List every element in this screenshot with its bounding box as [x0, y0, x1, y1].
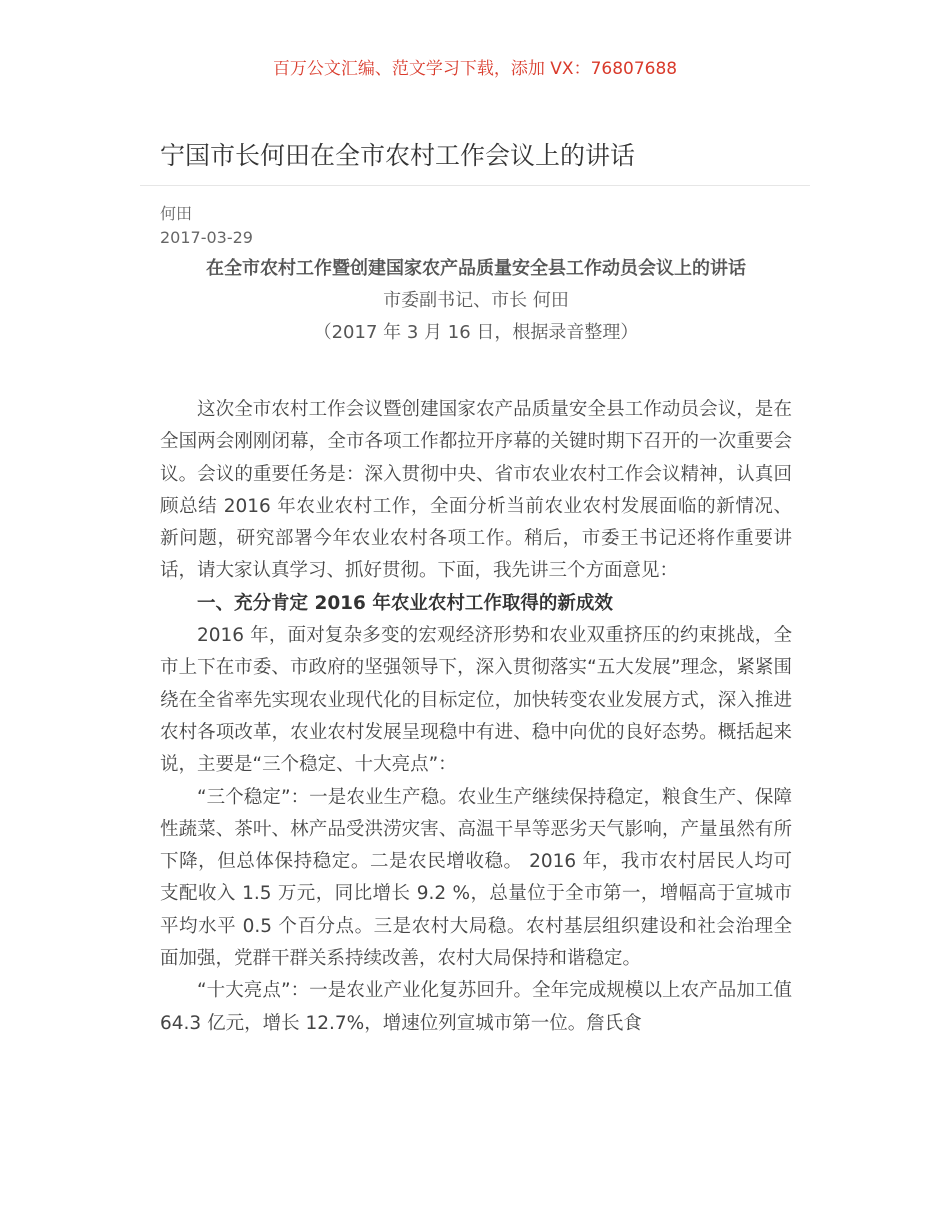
title-divider	[140, 185, 810, 186]
paragraph-three-stables: “三个稳定”：一是农业生产稳。农业生产继续保持稳定，粮食生产、保障性蔬菜、茶叶、林产品受洪涝灾害、高温干旱等恶劣天气影响，产量虽然有所下降，但总体保持稳定。二是农民增收稳。 2016 年，我市农村居民人均可支配收入 1.5 万元，同比增长 9.2 %，总量位于全市第一，增幅高于宣城市平均水平 0.5 个百分点。三是农村大局稳。农村基层组织建设和社会治理全面加强，党群干群关系持续改善，农村大局保持和谐稳定。	[160, 786, 792, 970]
download-banner: 百万公文汇编、范文学习下载，添加 VX：76807688	[272, 59, 678, 79]
article-author: 何田	[160, 204, 193, 223]
speech-body	[160, 394, 792, 1040]
paragraph-ten-highlights: “十大亮点”：一是农业产业化复苏回升。全年完成规模以上农产品加工值 64.3 亿元，增长 12.7%，增速位列宣城市第一位。詹氏食	[160, 980, 792, 1034]
article-title: 宁国市长何田在全市农村工作会议上的讲话	[160, 141, 636, 170]
speech-speaker: 市委副书记、市长 何田	[383, 290, 569, 311]
paragraph-overview: 2016 年，面对复杂多变的宏观经济形势和农业双重挤压的约束挑战，全市上下在市委、市政府的坚强领导下，深入贯彻落实“五大发展”理念，紧紧围绕在全省率先实现农业现代化的目标定位，加快转变农业发展方式，深入推进农村各项改革，农业农村发展呈现稳中有进、稳中向优的良好态势。概括起来说，主要是“三个稳定、十大亮点”：	[160, 625, 792, 776]
article-date: 2017-03-29	[160, 228, 253, 247]
speech-title: 在全市农村工作暨创建国家农产品质量安全县工作动员会议上的讲话	[206, 258, 746, 279]
section-heading-1: 一、充分肯定 2016 年农业农村工作取得的新成效	[197, 592, 613, 614]
paragraph-intro: 这次全市农村工作会议暨创建国家农产品质量安全县工作动员会议，是在全国两会刚刚闭幕，全市各项工作都拉开序幕的关键时期下召开的一次重要会议。会议的重要任务是：深入贯彻中央、省市农业农村工作会议精神，认真回顾总结 2016 年农业农村工作，全面分析当前农业农村发展面临的新情况、新问题，研究部署今年农业农村各项工作。稍后，市委王书记还将作重要讲话，请大家认真学习、抓好贯彻。下面，我先讲三个方面意见：	[160, 399, 792, 582]
speech-date-note: （2017 年 3 月 16 日，根据录音整理）	[313, 322, 639, 343]
